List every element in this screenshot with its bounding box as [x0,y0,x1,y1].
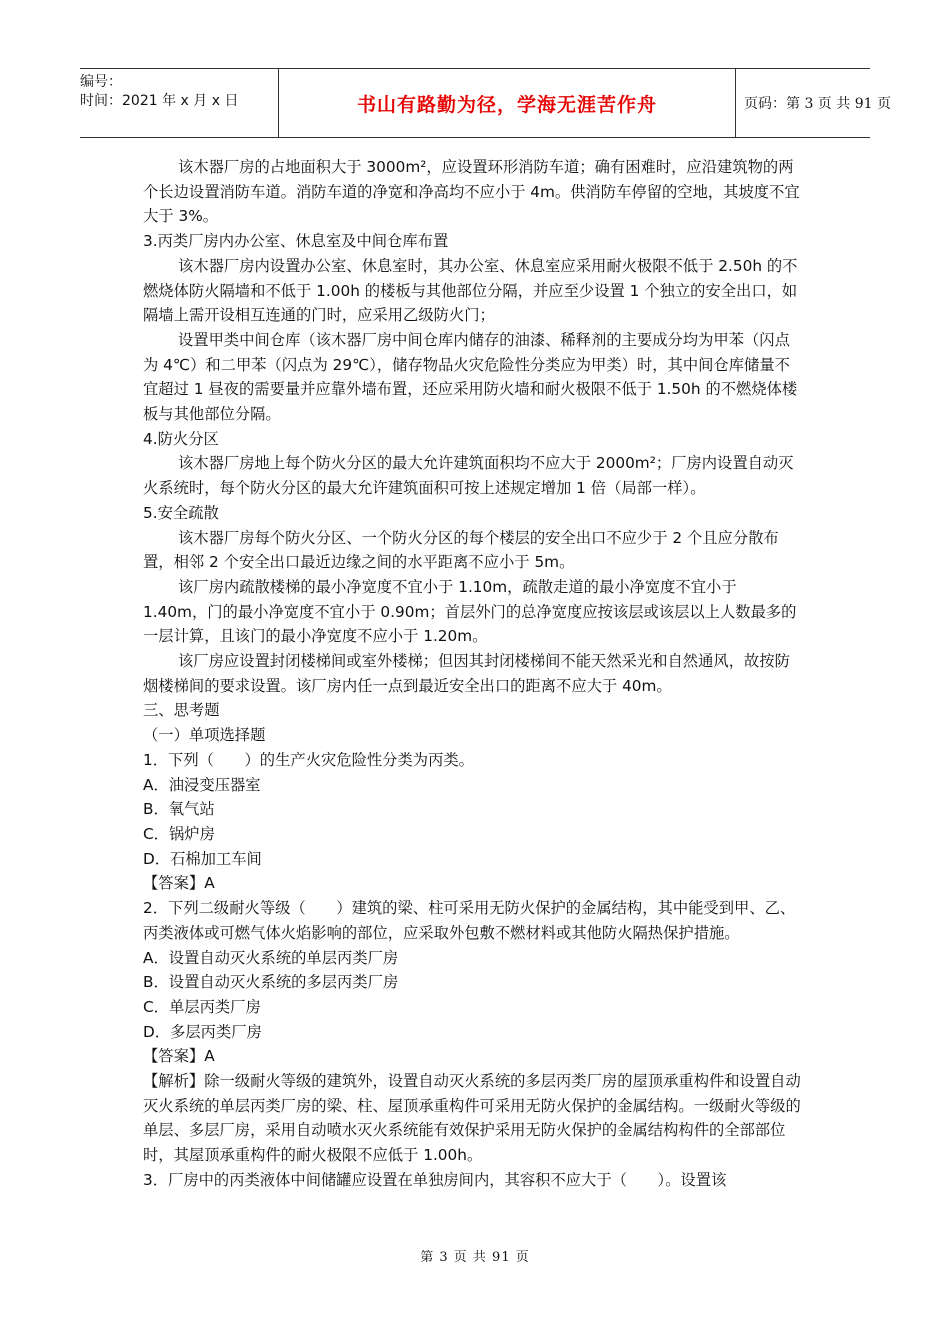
paragraph: 【答案】A [143,874,215,893]
paragraph: 【答案】A [143,1047,215,1066]
paragraph: 3.丙类厂房内办公室、休息室及中间仓库布置 [143,232,449,251]
paragraph: A．油浸变压器室 [143,775,261,794]
paragraph: B．氧气站 [143,800,215,819]
paragraph: C．锅炉房 [143,824,215,843]
page-footer: 第 3 页 共 91 页 [420,1250,530,1265]
paragraph: （一）单项选择题 [143,726,266,745]
paragraph: 该厂房应设置封闭楼梯间或室外楼梯；但因其封闭楼梯间不能天然采光和自然通风，故按防烟楼梯间的要求设置。该厂房内任一点到最近安全出口的距离不应大于 40m。 [143,652,790,695]
code-label: 编号： [80,74,122,90]
paragraph: 【解析】除一级耐火等级的建筑外，设置自动灭火系统的多层丙类厂房的屋顶承重构件和设置自动灭火系统的单层丙类厂房的梁、柱、屋顶承重构件可采用无防火保护的金属结构。一级耐火等级的单层、多层厂房，采用自动喷水灭火系统能有效保护采用无防火保护的金属结构构件的全部部位时，其屋顶承重构件的耐火极限不应低于 1.00h。 [143,1072,801,1165]
paragraph: A．设置自动灭火系统的单层丙类厂房 [143,948,399,967]
motto: 书山有路勤为径，学海无涯苦作舟 [356,93,657,116]
paragraph: D．石棉加工车间 [143,849,262,868]
document-body [143,155,803,1193]
header-motto-cell [278,69,736,137]
paragraph: 该木器厂房每个防火分区、一个防火分区的每个楼层的安全出口不应少于 2 个且应分散布置，相邻 2 个安全出口最近边缘之间的水平距离不应小于 5m。 [143,528,779,572]
paragraph: 3．厂房中的丙类液体中间储罐应设置在单独房间内，其容积不应大于（ ）。设置该 [143,1170,727,1189]
paragraph: 设置甲类中间仓库（该木器厂房中间仓库内储存的油漆、稀释剂的主要成分均为甲苯（闪点为 4℃）和二甲苯（闪点为 29℃），储存物品火灾危险性分类应为甲类）时，其中间仓库储量不宜超过 1 昼夜的需要量并应靠外墙布置，还应采用防火墙和耐火极限不低于 1.50h 的不燃烧体楼板与其他部位分隔。 [143,330,798,424]
header-page-cell [734,69,891,137]
paragraph: 2．下列二级耐火等级（ ）建筑的梁、柱可采用无防火保护的金属结构，其中能受到甲、乙、丙类液体或可燃气体火焰影响的部位，应采取外包敷不燃材料或其他防火隔热保护措施。 [143,899,796,942]
paragraph: 该厂房内疏散楼梯的最小净宽度不宜小于 1.10m，疏散走道的最小净宽度不宜小于 1.40m，门的最小净宽度不宜小于 0.90m；首层外门的总净宽度应按该层或该层以上人数最多的一层计算，且该门的最小净宽度不应小于 1.20m。 [143,577,797,646]
paragraph: C．单层丙类厂房 [143,997,261,1016]
page-info: 页码：第 3 页 共 91 页 [744,96,891,112]
page-header [80,68,891,138]
paragraph: B．设置自动灭火系统的多层丙类厂房 [143,973,399,992]
paragraph: 5.安全疏散 [143,503,219,522]
header-meta [80,69,278,141]
paragraph: 三、思考题 [143,701,220,720]
paragraph: 4.防火分区 [143,429,219,448]
paragraph: 1．下列（ ）的生产火灾危险性分类为丙类。 [143,750,474,769]
time-label: 时间：2021 年 x 月 x 日 [80,93,239,109]
paragraph: 该木器厂房地上每个防火分区的最大允许建筑面积均不应大于 2000m²；厂房内设置自动灭火系统时，每个防火分区的最大允许建筑面积可按上述规定增加 1 倍（局部一样）。 [143,454,794,498]
paragraph: 该木器厂房的占地面积大于 3000m²，应设置环形消防车道；确有困难时，应沿建筑物的两个长边设置消防车道。消防车道的净宽和净高均不应小于 4m。供消防车停留的空地，其坡度不宜大于 3%。 [143,158,800,226]
paragraph: D．多层丙类厂房 [143,1022,262,1041]
paragraph: 该木器厂房内设置办公室、休息室时，其办公室、休息室应采用耐火极限不低于 2.50h 的不燃烧体防火隔墙和不低于 1.00h 的楼板与其他部位分隔，并应至少设置 1 个独立的安全出口，如隔墙上需开设相互连通的门时，应采用乙级防火门； [143,256,798,325]
